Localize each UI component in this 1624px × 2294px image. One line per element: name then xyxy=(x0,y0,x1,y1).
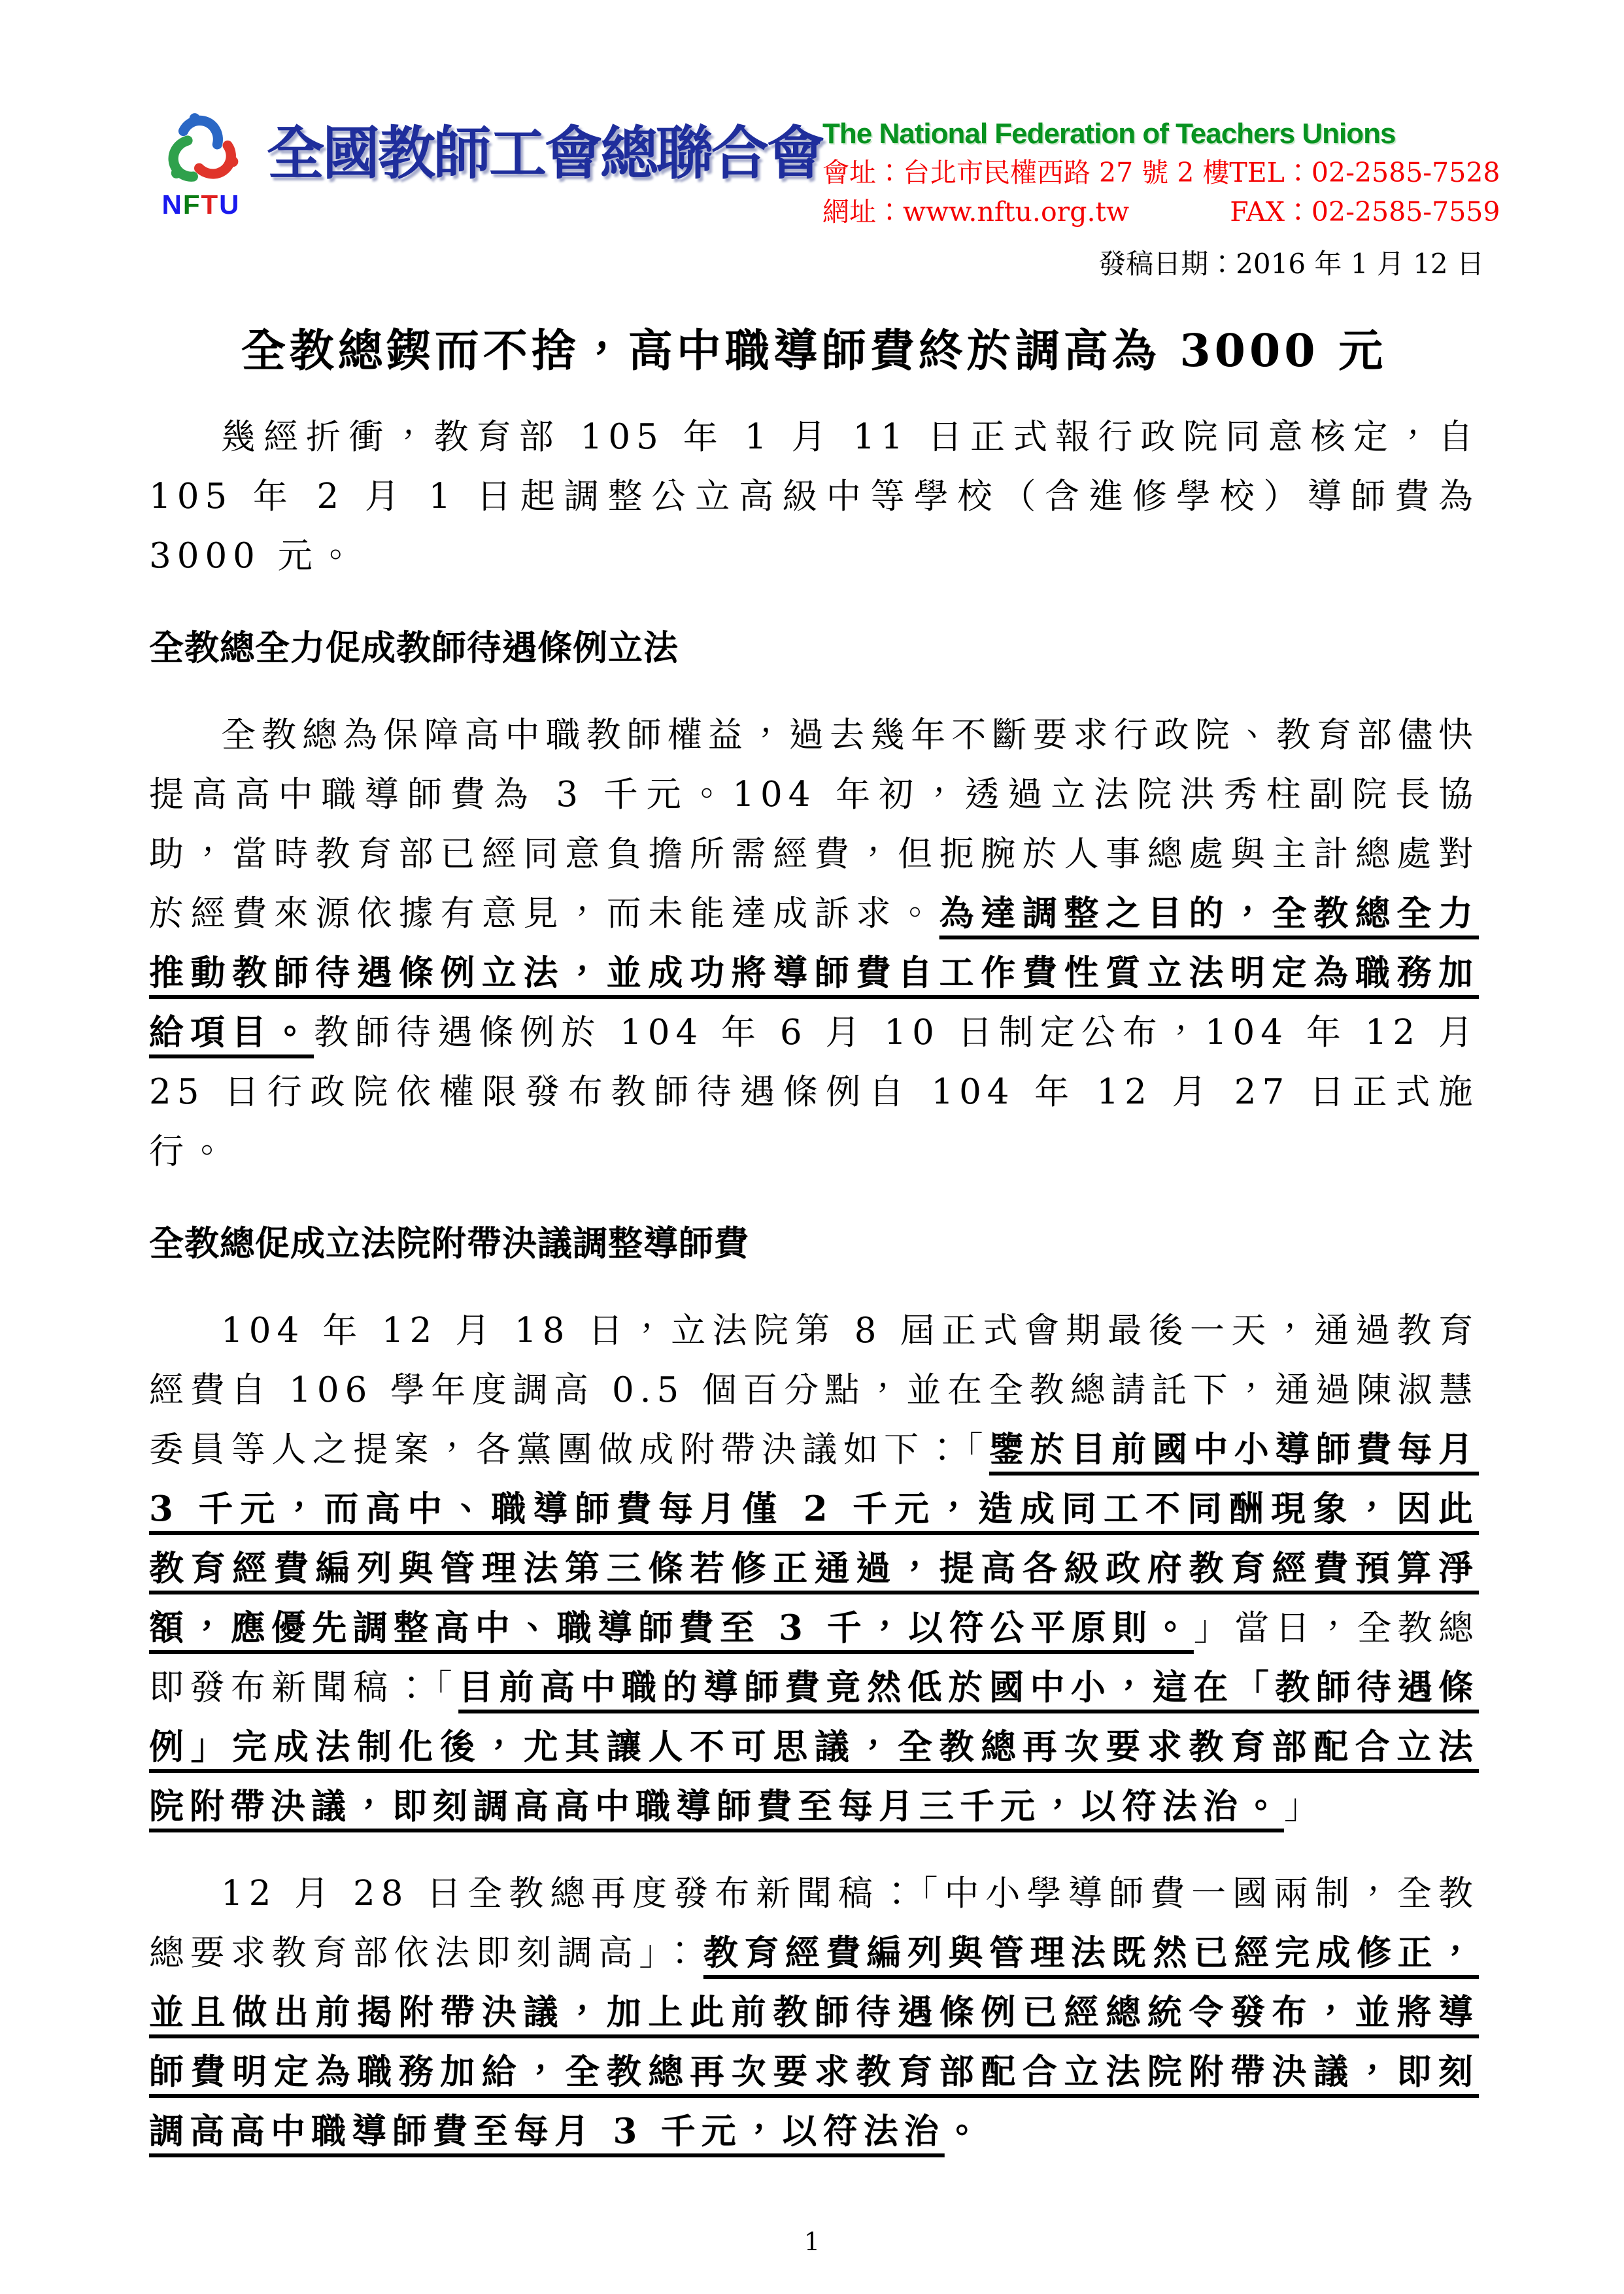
emphasis-run: 。 xyxy=(944,2111,985,2152)
website-text[interactable]: 網址：www.nftu.org.tw xyxy=(822,195,1130,228)
nftu-abbr-letter: N xyxy=(161,189,183,220)
page-number: 1 xyxy=(804,2227,820,2256)
paragraph xyxy=(149,705,1479,1181)
nftu-logo-mark xyxy=(158,110,245,190)
org-name-zh: 全國教師工會總聯合會 xyxy=(267,119,823,187)
contact-row-1 xyxy=(822,155,1500,190)
text-run: 」當日，全教總即發布新聞稿：「 xyxy=(149,1608,1480,1708)
emphasis-run: 鑒於目前國中小導師費每月 3 千元，而高中、職導師費每月僅 2 千元，造成同工不同酬現象，因此教育經費編列與管理法第三條若修正通過，提高各級政府教育經費預算淨額，應優先調整高中、職導師費至 3 千，以符公平原則。 xyxy=(149,1429,1479,1649)
text-run: 104 年 12 月 18 日，立法院第 8 屆正式會期最後一天，通過教育經費自 106 學年度調高 0.5 個百分點，並在全教總請託下，通過陳淑慧委員等人之提案，各黨團做成附帶決議如下：「 xyxy=(149,1311,1479,1470)
text-run: 幾經折衝，教育部 105 年 1 月 11 日正式報行政院同意核定，自 105 年 2 月 1 日起調整公立高級中等學校（含進修學校）導師費為 3000 元。 xyxy=(149,417,1479,577)
address-text: 會址：台北市民權西路 27 號 2 樓 xyxy=(822,156,1230,188)
text-run: 」 xyxy=(1284,1787,1325,1827)
emphasis-run: 為達調整之目的，全教總全力推動教師待遇條例立法，並成功將導師費自工作費性質立法明定為職務加給項目。 xyxy=(149,893,1480,1053)
nftu-abbr-letter: F xyxy=(182,189,201,220)
nftu-abbr-letter: U xyxy=(219,189,241,220)
paragraph xyxy=(149,407,1479,586)
document-body xyxy=(149,407,1479,2161)
text-run: 全教總為保障高中職教師權益，過去幾年不斷要求行政院、教育部儘快提高高中職導師費為 3 千元。104 年初，透過立法院洪秀柱副院長協助，當時教育部已經同意負擔所需經費，但扼腕於人事總處與主計總處對於經費來源依據有意見，而未能達成訴求。 xyxy=(149,715,1479,934)
document-title: 全教總鍥而不捨，高中職導師費終於調高為 3000 元 xyxy=(241,324,1387,377)
paragraph xyxy=(149,1301,1479,1836)
fax-text: FAX：02-2585-7559 xyxy=(1230,195,1500,228)
tel-text: TEL：02-2585-7528 xyxy=(1229,156,1500,188)
emphasis-run: 教育經費編列與管理法既然已經完成修正，並且做出前揭附帶決議，加上此前教師待遇條例已經總統令發布，並將導師費明定為職務加給，全教總再次要求教育部配合立法院附帶決議，即刻調高高中職導師費至每月 3 千元，以符法治 xyxy=(149,1932,1479,2152)
document-content xyxy=(149,322,1479,2161)
nftu-logo xyxy=(147,110,255,218)
emphasis-run: 目前高中職的導師費竟然低於國中小，這在「教師待遇條例」完成法制化後，尤其讓人不可思議，全教總再次要求教育部配合立法院附帶決議，即刻調高高中職導師費至每月三千元，以符法治。 xyxy=(149,1667,1479,1827)
nftu-abbr-letter: T xyxy=(201,189,220,220)
letterhead-contact-block xyxy=(822,110,1500,229)
text-run: 12 月 28 日全教總再度發布新聞稿：「中小學導師費一國兩制，全教總要求教育部依法即刻調高」： xyxy=(149,1874,1479,1974)
release-date: 發稿日期：2016 年 1 月 12 日 xyxy=(1098,247,1484,280)
org-name-en: The National Federation of Teachers Unions xyxy=(822,118,1396,150)
nftu-abbr xyxy=(147,191,255,218)
section-heading: 全教總促成立法院附帶決議調整導師費 xyxy=(149,1223,749,1264)
section-heading: 全教總全力促成教師待遇條例立法 xyxy=(149,628,679,669)
contact-row-2 xyxy=(822,194,1500,229)
text-run: 教師待遇條例於 104 年 6 月 10 日制定公布，104 年 12 月 25 日行政院依權限發布教師待遇條例自 104 年 12 月 27 日正式施行。 xyxy=(149,1013,1479,1172)
paragraph xyxy=(149,1864,1479,2161)
letterhead xyxy=(0,0,1624,229)
